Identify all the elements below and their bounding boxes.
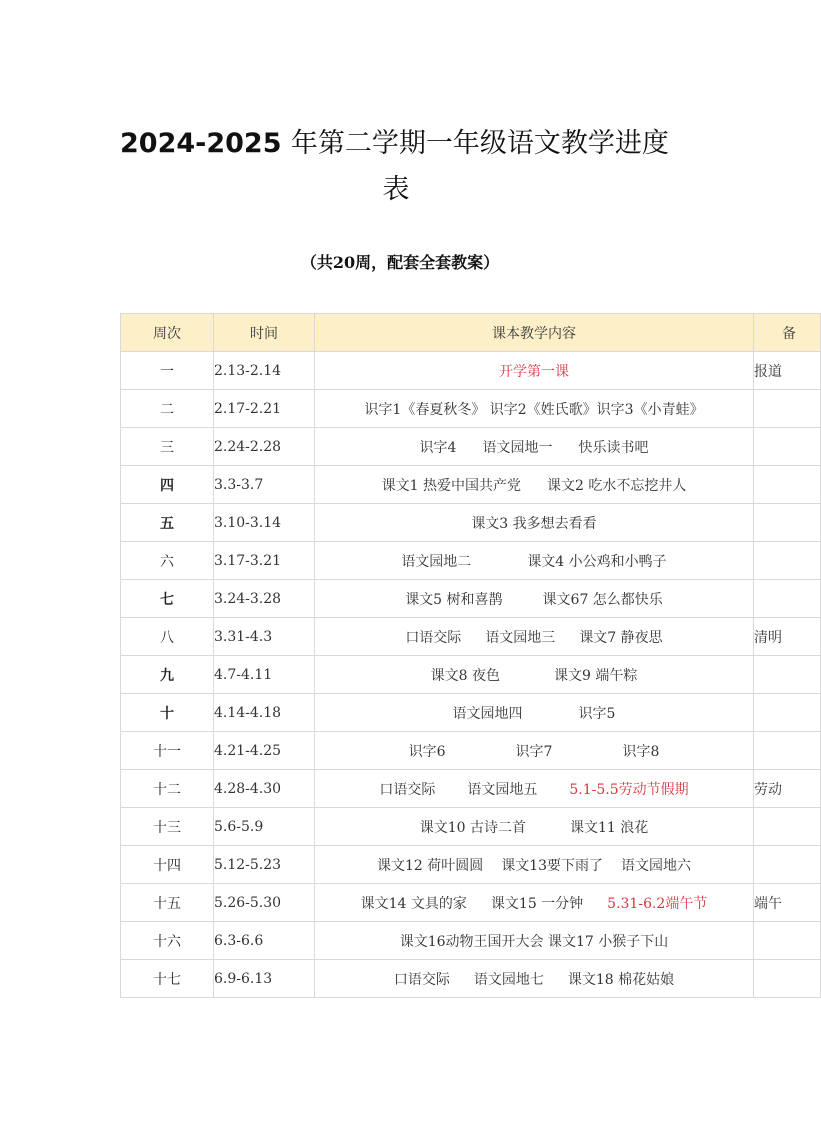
note-cell bbox=[754, 960, 821, 998]
week-cell: 三 bbox=[121, 428, 214, 466]
date-cell: 6.9-6.13 bbox=[214, 960, 315, 998]
subtitle: （共20周，配套全套教案） bbox=[300, 253, 500, 272]
table-row bbox=[121, 542, 821, 580]
content-cell bbox=[315, 390, 754, 428]
note-cell: 劳动 bbox=[754, 770, 821, 808]
lesson-text: 识字5 bbox=[578, 705, 616, 722]
week-cell: 十四 bbox=[121, 846, 214, 884]
lesson-text: 识字1《春夏秋冬》 识字2《姓氏歌》识字3《小青蛙》 bbox=[364, 401, 704, 418]
table-row bbox=[121, 618, 821, 656]
week-cell: 五 bbox=[121, 504, 214, 542]
note-cell: 报道 bbox=[754, 352, 821, 390]
lesson-text: 口语交际 bbox=[405, 629, 462, 646]
lesson-text: 课文12 荷叶圆圆 bbox=[376, 857, 484, 874]
lesson-text: 语文园地四 bbox=[452, 705, 523, 722]
note-cell: 清明 bbox=[754, 618, 821, 656]
table-row bbox=[121, 922, 821, 960]
content-cell bbox=[315, 580, 754, 618]
table-body bbox=[121, 352, 821, 998]
date-cell: 3.10-3.14 bbox=[214, 504, 315, 542]
date-cell: 3.24-3.28 bbox=[214, 580, 315, 618]
title-line-2: 表 bbox=[382, 174, 410, 205]
title-text: 年第二学期一年级语文教学进度 bbox=[290, 128, 669, 159]
highlight-text: 5.1-5.5劳动节假期 bbox=[569, 781, 689, 798]
table-row bbox=[121, 732, 821, 770]
lesson-text: 课文10 古诗二首 bbox=[419, 819, 526, 836]
date-cell: 4.7-4.11 bbox=[214, 656, 315, 694]
note-cell bbox=[754, 808, 821, 846]
lesson-text: 课文15 一分钟 bbox=[490, 895, 584, 912]
lesson-text: 课文1 热爱中国共产党 bbox=[381, 477, 521, 494]
lesson-text: 语文园地二 bbox=[401, 553, 472, 570]
lesson-text: 课文9 端午粽 bbox=[554, 667, 638, 684]
lesson-text: 语文园地三 bbox=[485, 629, 556, 646]
week-cell: 一 bbox=[121, 352, 214, 390]
note-cell bbox=[754, 656, 821, 694]
lesson-text: 课文67 怎么都快乐 bbox=[542, 591, 663, 608]
date-cell: 5.26-5.30 bbox=[214, 884, 315, 922]
lesson-text: 课文5 树和喜鹊 bbox=[405, 591, 503, 608]
content-cell bbox=[315, 352, 754, 390]
lesson-text: 课文14 文具的家 bbox=[360, 895, 467, 912]
header-note: 备 bbox=[754, 314, 821, 352]
date-cell: 4.14-4.18 bbox=[214, 694, 315, 732]
table-row bbox=[121, 960, 821, 998]
content-cell bbox=[315, 884, 754, 922]
date-cell: 3.31-4.3 bbox=[214, 618, 315, 656]
date-cell: 2.17-2.21 bbox=[214, 390, 315, 428]
header-date: 时间 bbox=[214, 314, 315, 352]
week-cell: 四 bbox=[121, 466, 214, 504]
table-row bbox=[121, 428, 821, 466]
document-title bbox=[120, 124, 680, 210]
week-cell: 十一 bbox=[121, 732, 214, 770]
week-cell: 二 bbox=[121, 390, 214, 428]
date-cell: 2.24-2.28 bbox=[214, 428, 315, 466]
note-cell bbox=[754, 732, 821, 770]
content-cell bbox=[315, 656, 754, 694]
lesson-text: 口语交际 bbox=[379, 781, 436, 798]
note-cell bbox=[754, 542, 821, 580]
lesson-text: 识字8 bbox=[622, 743, 660, 760]
lesson-text: 识字7 bbox=[515, 743, 553, 760]
table-row bbox=[121, 770, 821, 808]
highlight-text: 5.31-6.2端午节 bbox=[607, 895, 708, 912]
table-row bbox=[121, 390, 821, 428]
week-cell: 九 bbox=[121, 656, 214, 694]
date-cell: 3.3-3.7 bbox=[214, 466, 315, 504]
content-cell bbox=[315, 770, 754, 808]
table-row bbox=[121, 846, 821, 884]
date-cell: 4.21-4.25 bbox=[214, 732, 315, 770]
lesson-text: 识字4 bbox=[419, 439, 457, 456]
lesson-text: 课文16动物王国开大会 课文17 小猴子下山 bbox=[399, 933, 669, 950]
title-year: 2024-2025 bbox=[120, 128, 282, 159]
note-cell bbox=[754, 504, 821, 542]
content-cell bbox=[315, 808, 754, 846]
lesson-text: 语文园地七 bbox=[473, 971, 544, 988]
table-row bbox=[121, 884, 821, 922]
lesson-text: 课文11 浪花 bbox=[570, 819, 649, 836]
content-cell bbox=[315, 542, 754, 580]
lesson-text: 语文园地五 bbox=[467, 781, 538, 798]
table-row bbox=[121, 466, 821, 504]
lesson-text: 识字6 bbox=[408, 743, 446, 760]
note-cell bbox=[754, 390, 821, 428]
table-row bbox=[121, 580, 821, 618]
week-cell: 八 bbox=[121, 618, 214, 656]
lesson-text: 快乐读书吧 bbox=[578, 439, 649, 456]
lesson-text: 课文8 夜色 bbox=[430, 667, 500, 684]
note-cell bbox=[754, 428, 821, 466]
table-row bbox=[121, 656, 821, 694]
content-cell bbox=[315, 922, 754, 960]
content-cell bbox=[315, 846, 754, 884]
note-cell bbox=[754, 580, 821, 618]
content-cell bbox=[315, 618, 754, 656]
week-cell: 十六 bbox=[121, 922, 214, 960]
week-cell: 六 bbox=[121, 542, 214, 580]
content-cell bbox=[315, 466, 754, 504]
table-row bbox=[121, 808, 821, 846]
week-cell: 十三 bbox=[121, 808, 214, 846]
table-row bbox=[121, 694, 821, 732]
table-row bbox=[121, 352, 821, 390]
content-cell bbox=[315, 428, 754, 466]
lesson-text: 课文3 我多想去看看 bbox=[471, 515, 597, 532]
week-cell: 十 bbox=[121, 694, 214, 732]
title-line-1 bbox=[120, 124, 680, 164]
content-cell bbox=[315, 694, 754, 732]
date-cell: 4.28-4.30 bbox=[214, 770, 315, 808]
table-header-row bbox=[121, 314, 821, 352]
note-cell: 端午 bbox=[754, 884, 821, 922]
date-cell: 5.6-5.9 bbox=[214, 808, 315, 846]
note-cell bbox=[754, 922, 821, 960]
lesson-text: 口语交际 bbox=[393, 971, 450, 988]
header-content: 课本教学内容 bbox=[315, 314, 754, 352]
table-row bbox=[121, 504, 821, 542]
lesson-text: 课文4 小公鸡和小鸭子 bbox=[527, 553, 667, 570]
lesson-text: 语文园地六 bbox=[621, 857, 692, 874]
content-cell bbox=[315, 732, 754, 770]
content-cell bbox=[315, 960, 754, 998]
note-cell bbox=[754, 846, 821, 884]
week-cell: 十七 bbox=[121, 960, 214, 998]
week-cell: 七 bbox=[121, 580, 214, 618]
lesson-text: 课文7 静夜思 bbox=[579, 629, 663, 646]
content-cell bbox=[315, 504, 754, 542]
date-cell: 5.12-5.23 bbox=[214, 846, 315, 884]
note-cell bbox=[754, 694, 821, 732]
date-cell: 3.17-3.21 bbox=[214, 542, 315, 580]
highlight-text: 开学第一课 bbox=[499, 363, 569, 380]
week-cell: 十五 bbox=[121, 884, 214, 922]
note-cell bbox=[754, 466, 821, 504]
lesson-text: 课文13要下雨了 bbox=[501, 857, 604, 874]
date-cell: 6.3-6.6 bbox=[214, 922, 315, 960]
schedule-table bbox=[120, 313, 821, 998]
week-cell: 十二 bbox=[121, 770, 214, 808]
header-week: 周次 bbox=[121, 314, 214, 352]
lesson-text: 语文园地一 bbox=[482, 439, 553, 456]
date-cell: 2.13-2.14 bbox=[214, 352, 315, 390]
lesson-text: 课文18 棉花姑娘 bbox=[567, 971, 675, 988]
lesson-text: 课文2 吃水不忘挖井人 bbox=[547, 477, 687, 494]
